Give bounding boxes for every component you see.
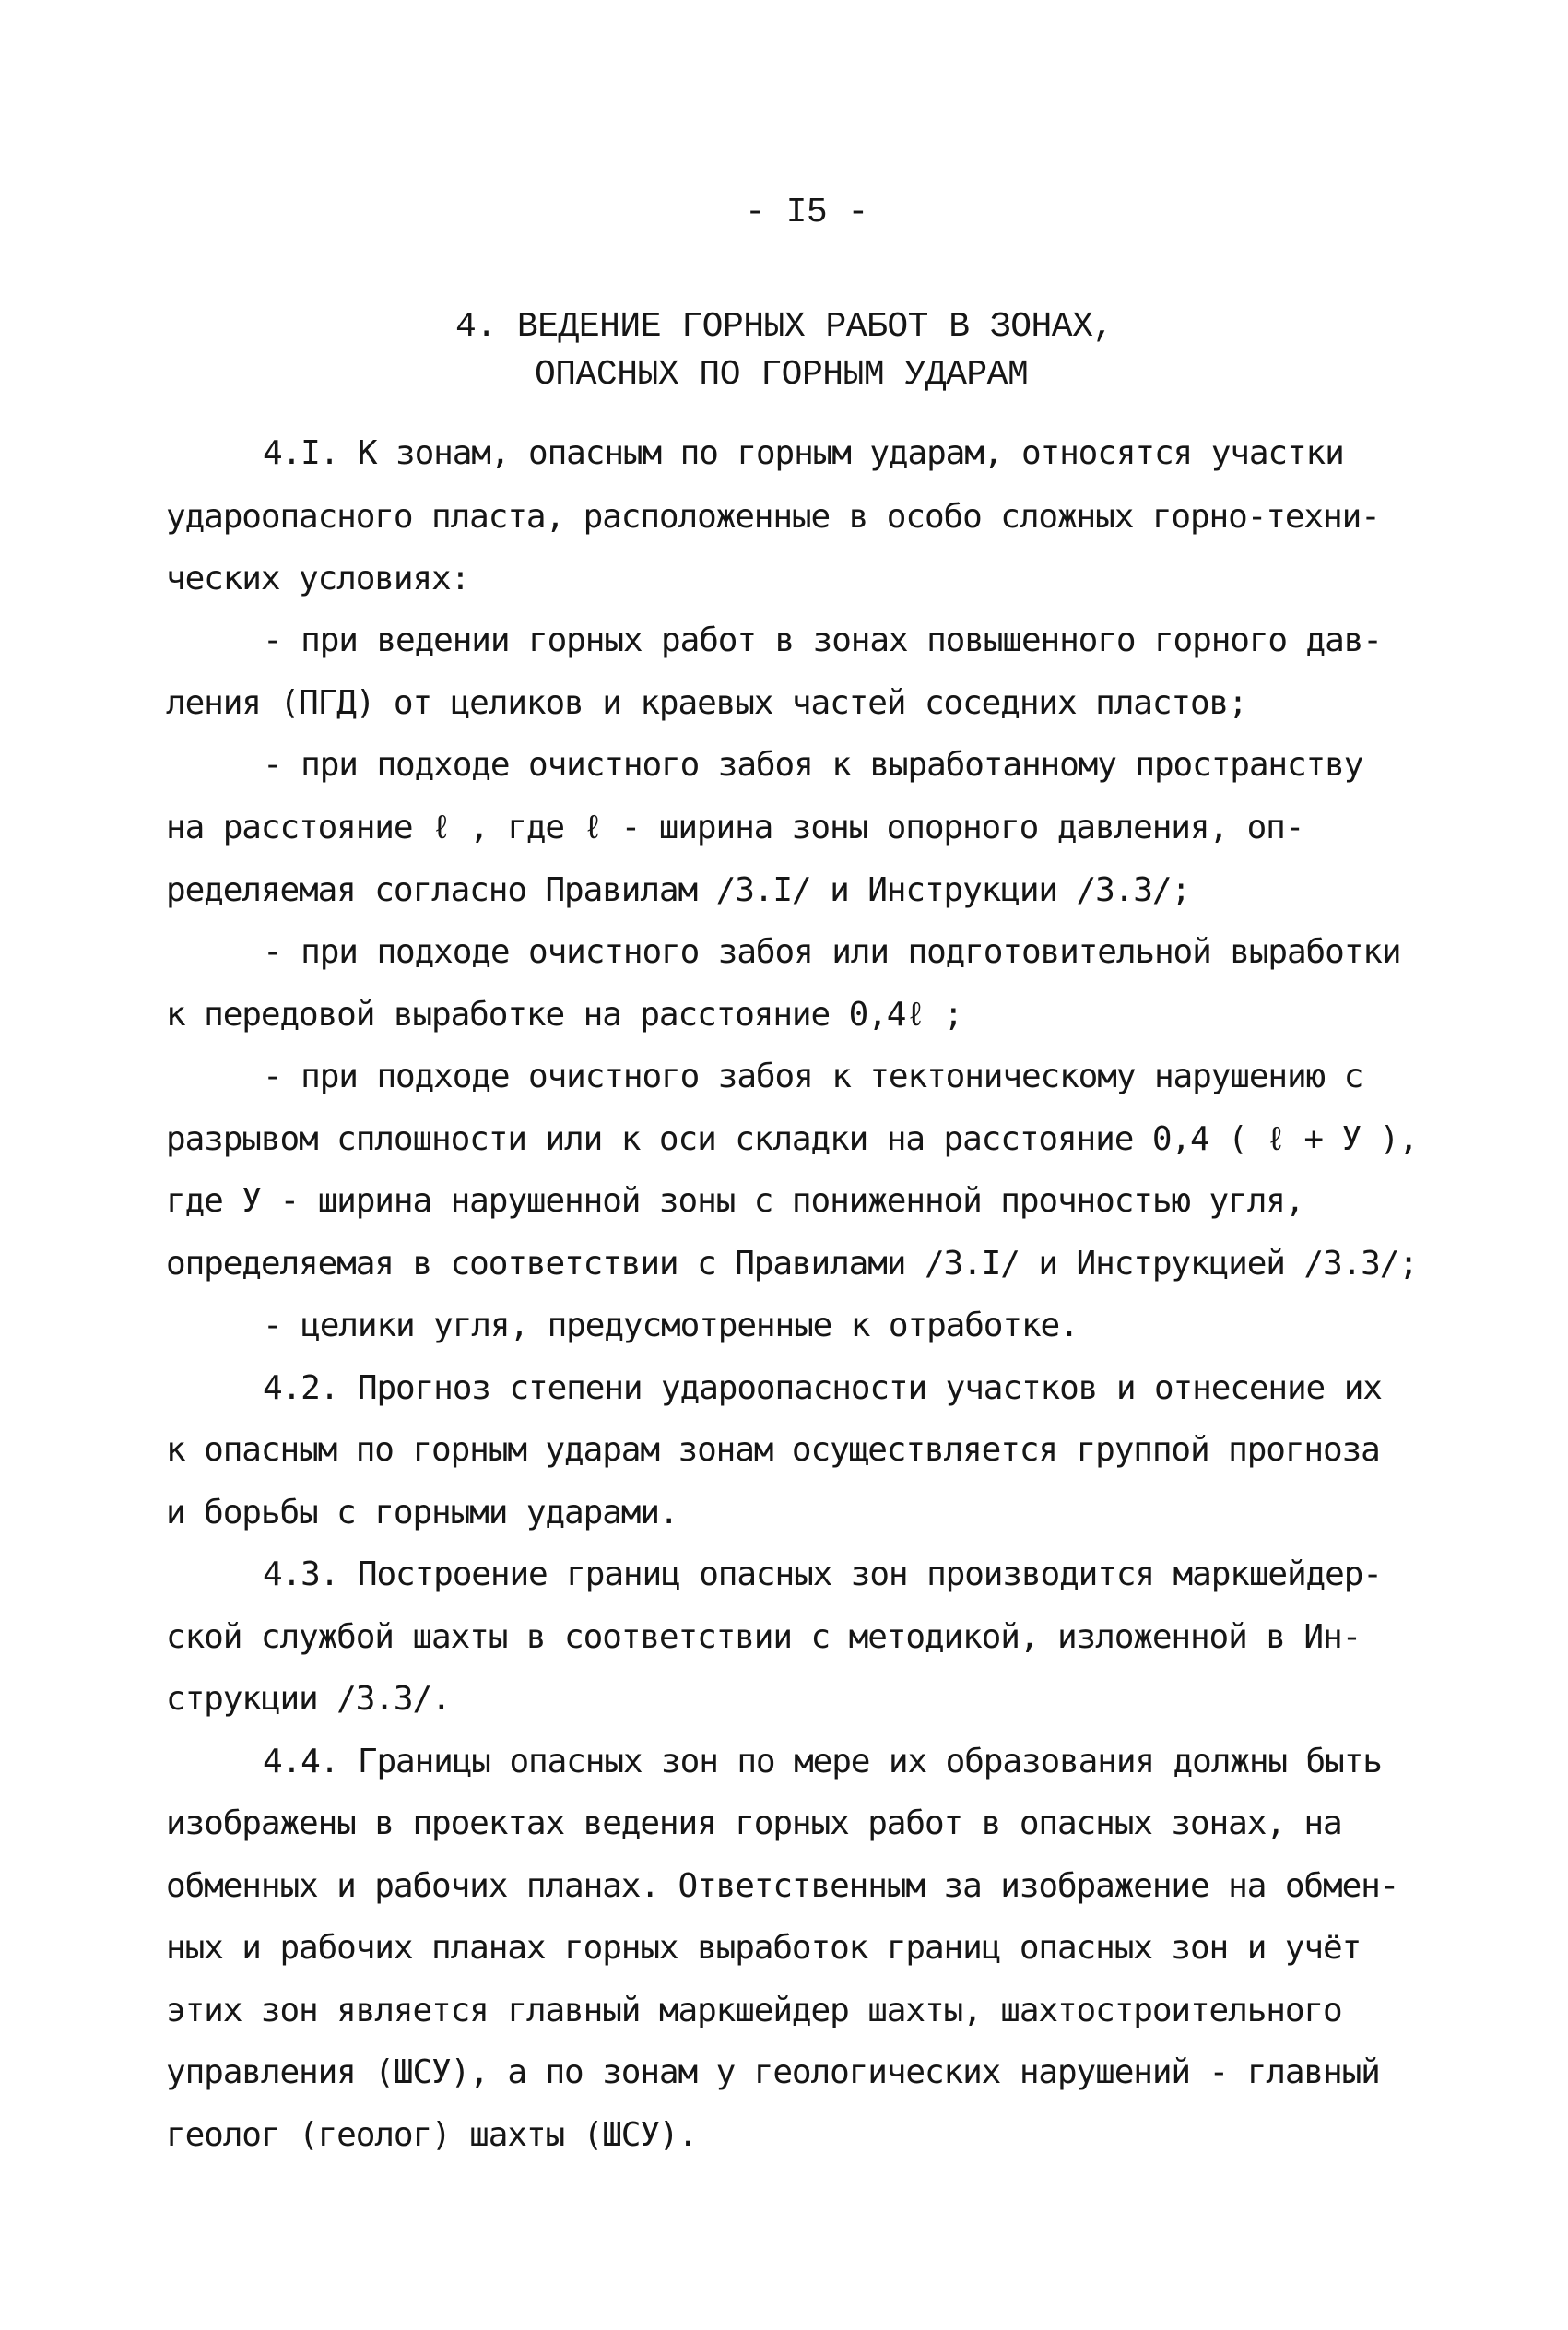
paragraph-4-4-line: этих зон является главный маркшейдер шахты, шахтостроительного bbox=[166, 1992, 1342, 2029]
bullet-4-line: определяемая в соответствии с Правилами /3.I/ и Инструкцией /3.3/; bbox=[166, 1245, 1418, 1283]
page-number: - I5 - bbox=[745, 193, 868, 232]
paragraph-4-2-line: 4.2. Прогноз степени удароопасности участков и отнесение их bbox=[263, 1369, 1382, 1407]
bullet-4-line: где У - ширина нарушенной зоны с пониженной прочностью угля, bbox=[166, 1182, 1304, 1220]
bullet-3-line: - при подходе очистного забоя или подготовительной выработки bbox=[263, 933, 1401, 971]
paragraph-4-1-line: удароопасного пласта, расположенные в особо сложных горно-техни- bbox=[166, 498, 1380, 536]
bullet-2-line: ределяемая согласно Правилам /3.I/ и Инструкции /3.3/; bbox=[166, 871, 1190, 909]
bullet-5-line: - целики угля, предусмотренные к отработке. bbox=[263, 1307, 1079, 1344]
section-heading-line-1: 4. ВЕДЕНИЕ ГОРНЫХ РАБОТ В ЗОНАХ, bbox=[455, 307, 1114, 347]
paragraph-4-3-line: ской службой шахты в соответствии с методикой, изложенной в Ин- bbox=[166, 1618, 1362, 1656]
paragraph-4-4-line: ных и рабочих планах горных выработок границ опасных зон и учёт bbox=[166, 1929, 1362, 1967]
bullet-4-line: - при подходе очистного забоя к тектоническому нарушению с bbox=[263, 1058, 1363, 1095]
paragraph-4-3-line: 4.3. Построение границ опасных зон производится маркшейдер- bbox=[263, 1555, 1382, 1593]
bullet-1-line: ления (ПГД) от целиков и краевых частей соседних пластов; bbox=[166, 684, 1247, 722]
paragraph-4-1-line: ческих условиях: bbox=[166, 560, 470, 597]
paragraph-4-4-line: геолог (геолог) шахты (ШСУ). bbox=[166, 2116, 698, 2154]
section-heading-line-2: ОПАСНЫХ ПО ГОРНЫМ УДАРАМ bbox=[535, 355, 1029, 395]
bullet-3-line: к передовой выработке на расстояние 0,4ℓ ; bbox=[166, 996, 963, 1034]
bullet-4-line: разрывом сплошности или к оси складки на расстояние 0,4 ( ℓ + У ), bbox=[166, 1120, 1418, 1158]
bullet-1-line: - при ведении горных работ в зонах повышенного горного дав- bbox=[263, 621, 1382, 659]
paragraph-4-2-line: и борьбы с горными ударами. bbox=[166, 1494, 678, 1532]
bullet-2-line: на расстояние ℓ , где ℓ - ширина зоны опорного давления, оп- bbox=[166, 809, 1304, 846]
paragraph-4-2-line: к опасным по горным ударам зонам осуществляется группой прогноза bbox=[166, 1431, 1380, 1469]
paragraph-4-3-line: струкции /3.3/. bbox=[166, 1680, 451, 1718]
paragraph-4-4-line: изображены в проектах ведения горных работ в опасных зонах, на bbox=[166, 1804, 1342, 1842]
paragraph-4-4-line: обменных и рабочих планах. Ответственным за изображение на обмен- bbox=[166, 1867, 1399, 1905]
paragraph-4-1-line: 4.I. К зонам, опасным по горным ударам, относятся участки bbox=[263, 434, 1344, 472]
paragraph-4-4-line: 4.4. Границы опасных зон по мере их образования должны быть bbox=[263, 1743, 1382, 1780]
paragraph-4-4-line: управления (ШСУ), а по зонам у геологических нарушений - главный bbox=[166, 2053, 1380, 2091]
bullet-2-line: - при подходе очистного забоя к выработанному пространству bbox=[263, 746, 1363, 784]
